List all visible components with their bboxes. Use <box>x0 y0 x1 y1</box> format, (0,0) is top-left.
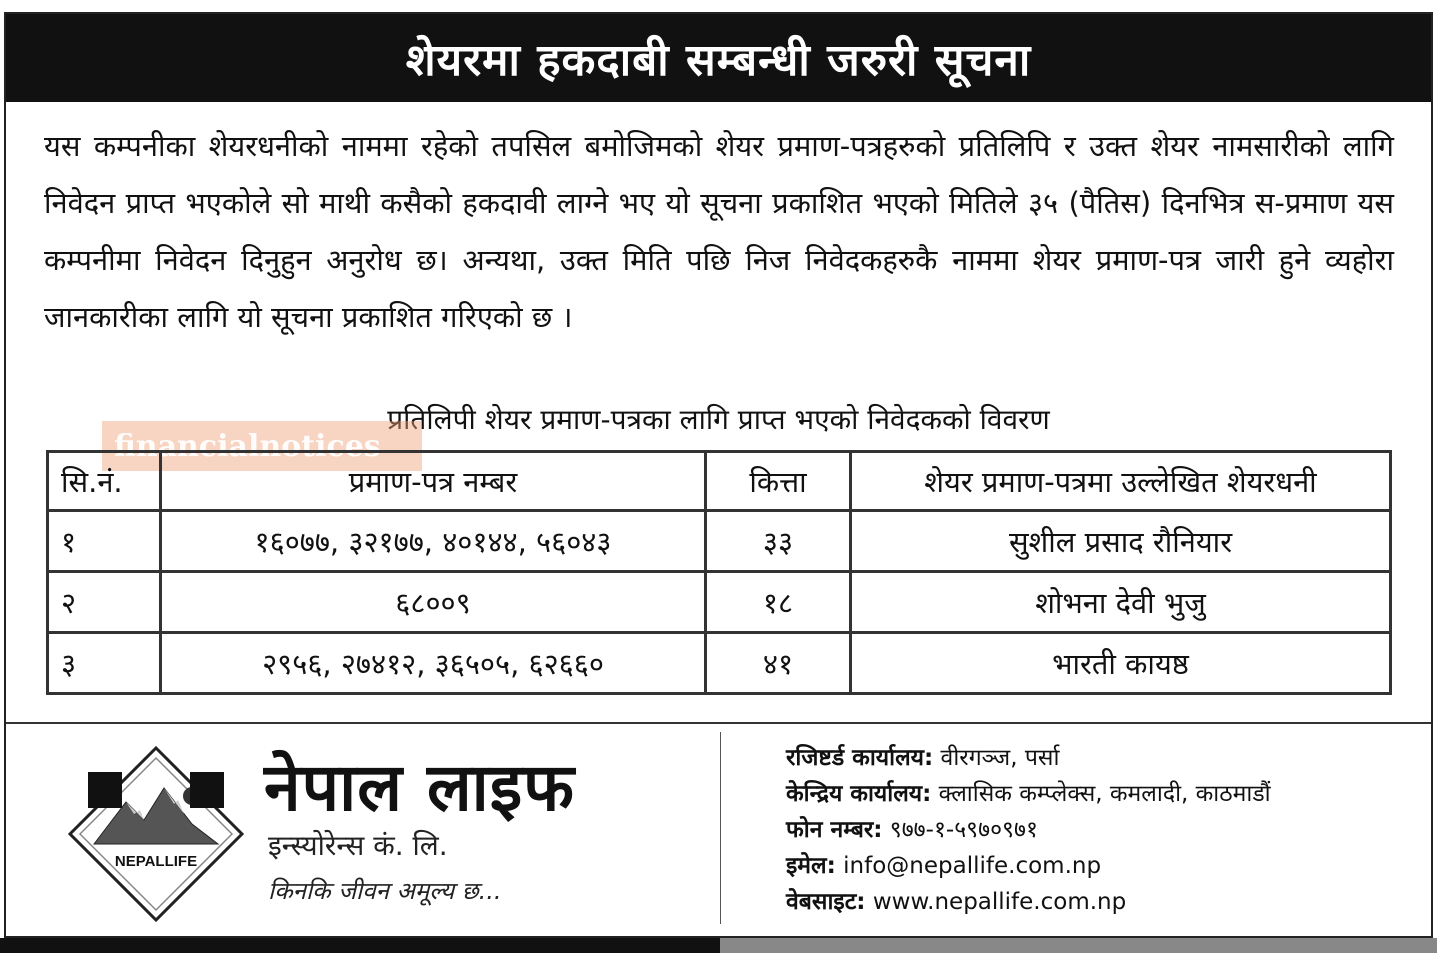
table-row <box>48 633 1391 694</box>
cell-kitta: ३३ <box>706 511 851 572</box>
email-label: इमेल: <box>786 853 836 879</box>
footer-divider <box>6 722 1431 724</box>
contact-central <box>786 776 1271 812</box>
cell-cert-number: १६०७७, ३२१७७, ४०१४४, ५६०४३ <box>161 511 706 572</box>
website-link[interactable]: www.nepallife.com.np <box>872 889 1127 915</box>
table-header-row <box>48 452 1391 511</box>
phone-label: फोन नम्बर: <box>786 817 883 843</box>
notice-body: यस कम्पनीका शेयरधनीको नाममा रहेको तपसिल बमोजिमको शेयर प्रमाण-पत्रहरुको प्रतिलिपि र उक्त शेयर नामसारीको लागि निवेदन प्राप्त भएकोले सो माथी कसैको हकदावी लाग्ने भए यो सूचना प्रकाशित भएको मितिले ३५ (पैतिस) दिनभित्र स-प्रमाण यस कम्पनीमा निवेदन दिनुहुन अनुरोध छ। अन्यथा, उक्त मिति पछि निज निवेदकहरुकै नाममा शेयर प्रमाण-पत्र जारी हुने व्यहोरा जानकारीका लागि यो सूचना प्रकाशित गरिएको छ । <box>44 129 1394 334</box>
central-label: केन्द्रिय कार्यालय: <box>786 781 932 807</box>
bottom-bar-dark <box>0 938 720 953</box>
contact-phone <box>786 812 1271 848</box>
phone-value: ९७७-१-५९७०९७१ <box>889 817 1038 843</box>
bottom-bar-gray <box>720 938 1437 953</box>
cell-sn: २ <box>48 572 161 633</box>
header-sn: सि.नं. <box>48 452 161 511</box>
table-caption: प्रतिलिपी शेयर प्रमाण-पत्रका लागि प्राप्त भएको निवेदकको विवरण <box>387 403 1050 436</box>
header-kitta: कित्ता <box>706 452 851 511</box>
brand-name: नेपाल लाइफ <box>264 749 576 826</box>
table-row <box>48 511 1391 572</box>
header-cert-number: प्रमाण-पत्र नम्बर <box>161 452 706 511</box>
registered-label: रजिष्टर्ड कार्यालय: <box>786 745 934 771</box>
footer-vertical-divider <box>720 732 721 924</box>
notice-title: शेयरमा हकदाबी सम्बन्धी जरुरी सूचना <box>6 14 1431 102</box>
contact-website <box>786 884 1271 920</box>
watermark: financialnotices <box>102 421 422 471</box>
cell-kitta: १८ <box>706 572 851 633</box>
nepallife-logo <box>66 744 246 924</box>
registered-value: वीरगञ्ज, पर्सा <box>940 745 1060 771</box>
header-holder: शेयर प्रमाण-पत्रमा उल्लेखित शेयरधनी <box>851 452 1391 511</box>
cell-holder: सुशील प्रसाद रौनियार <box>851 511 1391 572</box>
claims-table <box>46 450 1392 695</box>
cell-holder: भारती कायष्ठ <box>851 633 1391 694</box>
table-row <box>48 572 1391 633</box>
website-label: वेबसाइट: <box>786 889 866 915</box>
central-value: क्लासिक कम्प्लेक्स, कमलादी, काठमाडौं <box>938 781 1271 807</box>
contact-block <box>786 740 1271 920</box>
cell-sn: १ <box>48 511 161 572</box>
notice-frame <box>4 12 1433 938</box>
cell-cert-number: ६८००९ <box>161 572 706 633</box>
cell-sn: ३ <box>48 633 161 694</box>
email-link[interactable]: info@nepallife.com.np <box>843 853 1102 879</box>
brand-tagline: किनकि जीवन अमूल्य छ... <box>268 877 502 905</box>
brand-subtitle: इन्स्योरेन्स कं. लि. <box>268 829 448 862</box>
cell-holder: शोभना देवी भुजु <box>851 572 1391 633</box>
cell-cert-number: २९५६, २७४१२, ३६५०५, ६२६६० <box>161 633 706 694</box>
contact-registered <box>786 740 1271 776</box>
cell-kitta: ४१ <box>706 633 851 694</box>
contact-email <box>786 848 1271 884</box>
logo-text: NEPALLIFE <box>114 853 198 870</box>
